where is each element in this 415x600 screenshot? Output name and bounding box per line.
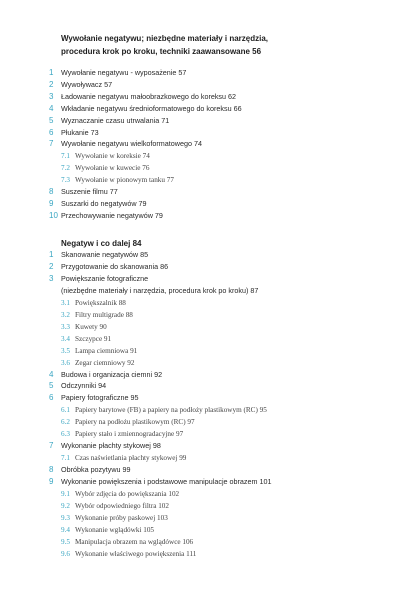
toc-entry-text: (niezbędne materiały i narzędzia, procedura krok po kroku) 87 <box>61 285 259 295</box>
toc-entry-text: Powiększalnik 88 <box>75 298 126 307</box>
toc-entry-number: 5 <box>49 381 54 391</box>
toc-entry-number: 9 <box>49 198 54 208</box>
toc-entry-number: 3.6 <box>61 358 70 367</box>
toc-entry <box>49 249 399 261</box>
toc-entry-number: 9.4 <box>61 525 70 534</box>
toc-entry-number: 9 <box>49 477 54 487</box>
toc-entry-number: 10 <box>49 210 58 220</box>
toc-entry-number: 3.1 <box>61 298 70 307</box>
toc-entry-number: 1 <box>49 250 54 259</box>
toc-entry-number: 6.3 <box>61 430 70 439</box>
toc-entry-text: Papiery barytowe (FB) a papiery na podłoży plastikowym (RC) 95 <box>75 406 267 415</box>
toc-entry-text: Wybór zdjęcia do powiększania 102 <box>75 490 180 498</box>
toc-entry <box>49 198 399 210</box>
toc-entry-number: 9.1 <box>61 490 70 498</box>
toc-entry-text: Papiery stało i zmiennogradacyjne 97 <box>75 430 184 439</box>
toc-entry-number: 8 <box>49 465 54 475</box>
toc-entry-number: 1 <box>49 68 54 77</box>
toc-entry-number: 9.5 <box>61 537 70 546</box>
toc-entry <box>61 285 411 297</box>
toc-entry <box>49 476 399 488</box>
toc-entry-text: Wywołanie w kuwecie 76 <box>75 164 150 173</box>
toc-entry <box>61 416 411 428</box>
toc-entry-number: 9.2 <box>61 501 70 510</box>
toc-entry <box>61 297 411 309</box>
toc-entry-text: Papiery na podłożu plastikowym (RC) 97 <box>75 418 195 427</box>
toc-entry-text: Obróbka pozytywu 99 <box>61 465 131 475</box>
toc-entry-text: Płukanie 73 <box>61 127 99 137</box>
toc-entry-text: Manipulacja obrazem na wglądówce 106 <box>75 537 194 546</box>
toc-entry-number: 7.1 <box>61 152 70 161</box>
toc-entry <box>61 548 411 560</box>
toc-entry-text: Wykonanie wglądówki 105 <box>75 525 155 534</box>
toc-entry-text: Wyznaczanie czasu utrwalania 71 <box>61 115 170 125</box>
toc-entry-number: 6 <box>49 393 54 403</box>
toc-entry-text: Suszenie filmu 77 <box>61 187 118 196</box>
toc-entry-text: Wywoływacz 57 <box>61 79 113 89</box>
toc-entry-text: Szczypce 91 <box>75 334 112 343</box>
toc-entry-text: Suszarki do negatywów 79 <box>61 198 147 208</box>
toc-entry <box>49 369 399 381</box>
toc-entry <box>61 174 411 186</box>
toc-entry <box>49 186 399 198</box>
toc-entry <box>61 321 411 333</box>
toc-entry-text: Filtry multigrade 88 <box>75 310 133 319</box>
toc-entry <box>61 162 411 174</box>
toc-entry-text: Lampa ciemniowa 91 <box>75 346 138 355</box>
toc-entry <box>61 404 411 416</box>
toc-entry <box>61 500 411 512</box>
toc-entry-number: 4 <box>49 369 54 379</box>
toc-entry-text: Wykonanie płachty stykowej 98 <box>61 441 161 451</box>
toc-entry-number: 4 <box>49 103 54 113</box>
toc-entry-number: 5 <box>49 115 54 125</box>
toc-entry <box>61 309 411 321</box>
toc-entry-text: Odczynniki 94 <box>61 381 107 391</box>
toc-entry-number: 7.1 <box>61 454 70 463</box>
section-2-title: Negatyw i co dalej 84 <box>61 239 142 248</box>
toc-entry-number: 3.3 <box>61 322 70 331</box>
toc-entry <box>49 138 399 150</box>
toc-entry-text: Powiększanie fotograficzne <box>61 273 149 283</box>
toc-entry-text: Wywołanie w koreksie 74 <box>75 152 150 161</box>
toc-entry <box>61 488 411 500</box>
section-1-title-line-1: Wywołanie negatywu; niezbędne materiały i narzędzia, <box>61 34 269 43</box>
toc-entry-text: Kuwety 90 <box>75 322 107 331</box>
toc-entry-text: Czas naświetlania płachty stykowej 99 <box>75 454 187 463</box>
toc-entry-number: 2 <box>49 79 54 89</box>
toc-entry-number: 9.6 <box>61 549 70 558</box>
toc-entry-number: 8 <box>49 187 54 196</box>
toc-entry <box>49 115 399 127</box>
toc-entry-text: Ładowanie negatywu małoobrazkowego do koreksu 62 <box>61 91 237 101</box>
toc-entry-number: 7.3 <box>61 176 70 185</box>
toc-entry <box>49 464 399 476</box>
toc-entry-number: 3.5 <box>61 346 70 355</box>
toc-entry-text: Papiery fotograficzne 95 <box>61 393 139 403</box>
toc-entry <box>61 357 411 369</box>
toc-entry-number: 6.1 <box>61 406 70 415</box>
toc-entry <box>61 345 411 357</box>
toc-entry <box>49 261 399 273</box>
toc-entry <box>49 273 399 285</box>
toc-entry <box>49 103 399 115</box>
toc-entry <box>61 150 411 162</box>
toc-entry-number: 7 <box>49 441 54 451</box>
toc-entry-text: Zegar ciemniowy 92 <box>75 358 135 367</box>
toc-entry-number: 3.2 <box>61 310 70 319</box>
toc-entry-text: Wywołanie w pionowym tanku 77 <box>75 176 174 185</box>
toc-entry <box>61 452 411 464</box>
toc-entry <box>49 380 399 392</box>
toc-entry-text: Skanowanie negatywów 85 <box>61 250 149 259</box>
toc-entry-number: 3 <box>49 91 54 101</box>
toc-entry <box>61 536 411 548</box>
toc-entry-number: 9.3 <box>61 513 70 522</box>
toc-entry <box>61 512 411 524</box>
toc-entry <box>61 333 411 345</box>
toc-entry-number: 3 <box>49 273 54 283</box>
toc-entry-number: 6 <box>49 127 54 137</box>
toc-entry-number: 3.4 <box>61 334 70 343</box>
toc-entry-number: 2 <box>49 261 54 271</box>
toc-entry-text: Wykonanie właściwego powiększenia 111 <box>75 549 197 558</box>
toc-entry <box>61 524 411 536</box>
toc-entry <box>61 428 411 440</box>
toc-entry-number: 6.2 <box>61 418 70 427</box>
toc-entry-text: Wykonanie próby paskowej 103 <box>75 513 168 522</box>
toc-entry-text: Przechowywanie negatywów 79 <box>61 210 163 220</box>
toc-entry-text: Wywołanie negatywu wielkoformatowego 74 <box>61 139 202 149</box>
toc-entry-text: Wykonanie powiększenia i podstawowe manipulacje obrazem 101 <box>61 477 272 487</box>
toc-entry-text: Wkładanie negatywu średnioformatowego do koreksu 66 <box>61 103 242 113</box>
toc-entry <box>49 79 399 91</box>
section-1-title-line-2: procedura krok po kroku, techniki zaawansowane 56 <box>61 47 262 56</box>
toc-entry <box>49 127 399 139</box>
toc-entry-number: 7.2 <box>61 164 70 173</box>
toc-entry <box>49 67 399 79</box>
toc-entry-text: Wywołanie negatywu - wyposażenie 57 <box>61 68 187 77</box>
toc-entry-text: Wybór odpowiedniego filtra 102 <box>75 501 169 510</box>
toc-entry <box>49 440 399 452</box>
toc-entry-text: Przygotowanie do skanowania 86 <box>61 261 169 271</box>
toc-entry <box>49 91 399 103</box>
toc-entry-number: 7 <box>49 139 54 149</box>
section-1-title <box>61 32 391 58</box>
toc-entry <box>49 210 399 222</box>
toc-entry-text: Budowa i organizacja ciemni 92 <box>61 369 163 379</box>
toc-entry <box>49 392 399 404</box>
